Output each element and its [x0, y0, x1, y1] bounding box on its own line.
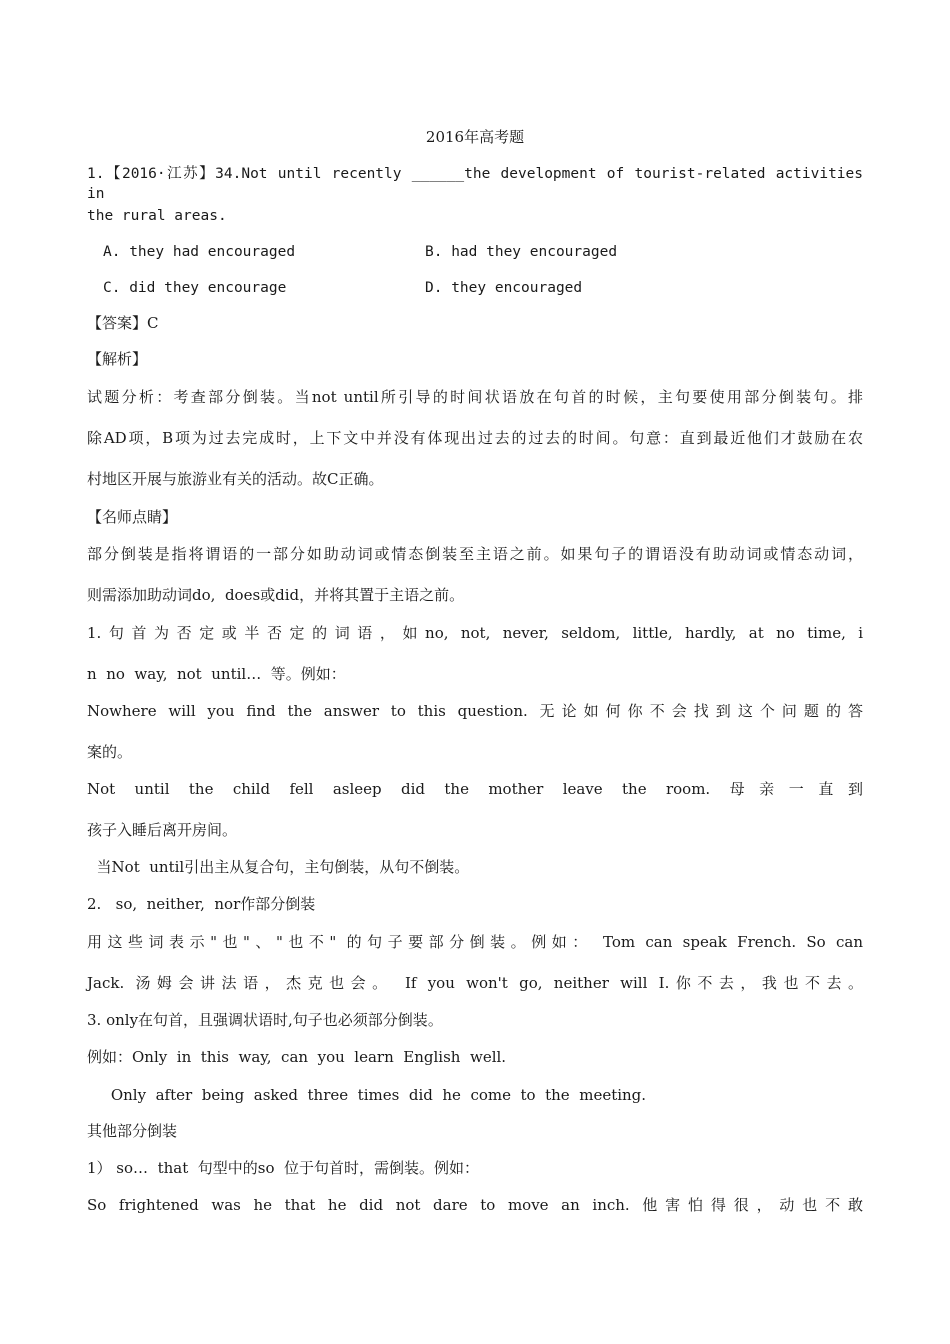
tips-line-2: 则需添加助动词do, does或did，并将其置于主语之前。 — [87, 586, 465, 604]
analysis-line-2: 除AD项，B项为过去完成时，上下文中并没有体现出过去的过去的时间。句意：直到最近他们才鼓励在农 — [87, 429, 863, 447]
page-title: 2016年高考题 — [425, 128, 525, 146]
note-line: 当Not until引出主从复合句，主句倒装，从句不倒装。 — [87, 858, 470, 876]
option-d: D. they encouraged — [425, 280, 583, 296]
example-line-4: 孩子入睡后离开房间。 — [87, 821, 238, 839]
question-stem-line-1: 1.【2016·江苏】34.Not until recently ______the development of tourist-related activities in — [87, 166, 863, 202]
answer-line: 【答案】C — [87, 314, 159, 332]
rule-2-line-1: 用这些词表示"也"、"也不" 的句子要部分倒装。例如： Tom can speak French. So can — [87, 933, 863, 951]
rule-3-example-1: 例如：Only in this way, can you learn English well. — [87, 1048, 507, 1066]
example-line-1: Nowhere will you find the answer to this question. 无论如何你不会找到这个问题的答 — [87, 702, 863, 720]
other-rule-1: 1） so… that 句型中的so 位于句首时，需倒装。例如： — [87, 1159, 480, 1177]
analysis-heading: 【解析】 — [87, 350, 148, 368]
rule-2-line-2: Jack. 汤姆会讲法语，杰克也会。 If you won't go, neither will I.你不去，我也不去。 — [87, 974, 863, 992]
tips-heading: 【名师点睛】 — [87, 508, 178, 526]
analysis-line-3: 村地区开展与旅游业有关的活动。故C正确。 — [87, 470, 384, 488]
tips-line-1: 部分倒装是指将谓语的一部分如助动词或情态倒装至主语之前。如果句子的谓语没有助动词或情态动词， — [87, 545, 863, 563]
other-inversion-heading: 其他部分倒装 — [87, 1122, 178, 1140]
example-line-2: 案的。 — [87, 743, 133, 761]
example-line-3: Not until the child fell asleep did the mother leave the room. 母亲一直到 — [87, 780, 863, 798]
option-a: A. they had encouraged — [103, 244, 296, 260]
analysis-line-1: 试题分析：考查部分倒装。当not until所引导的时间状语放在句首的时候，主句要使用部分倒装句。排 — [87, 388, 863, 406]
rule-3-example-2: Only after being asked three times did he come to the meeting. — [87, 1086, 647, 1104]
rule-3-heading: 3. only在句首，且强调状语时,句子也必须部分倒装。 — [87, 1011, 443, 1029]
option-b: B. had they encouraged — [425, 244, 618, 260]
tips-line-4: n no way, not until… 等。例如： — [87, 665, 346, 683]
question-stem-line-2: the rural areas. — [87, 208, 227, 224]
tips-line-3: 1.句首为否定或半否定的词语，如no, not, never, seldom, little, hardly, at no time, i — [87, 624, 863, 642]
other-rule-1-example: So frightened was he that he did not dare to move an inch. 他害怕得很，动也不敢 — [87, 1196, 863, 1214]
rule-2-heading: 2. so, neither, nor作部分倒装 — [87, 895, 316, 913]
option-c: C. did they encourage — [103, 280, 287, 296]
